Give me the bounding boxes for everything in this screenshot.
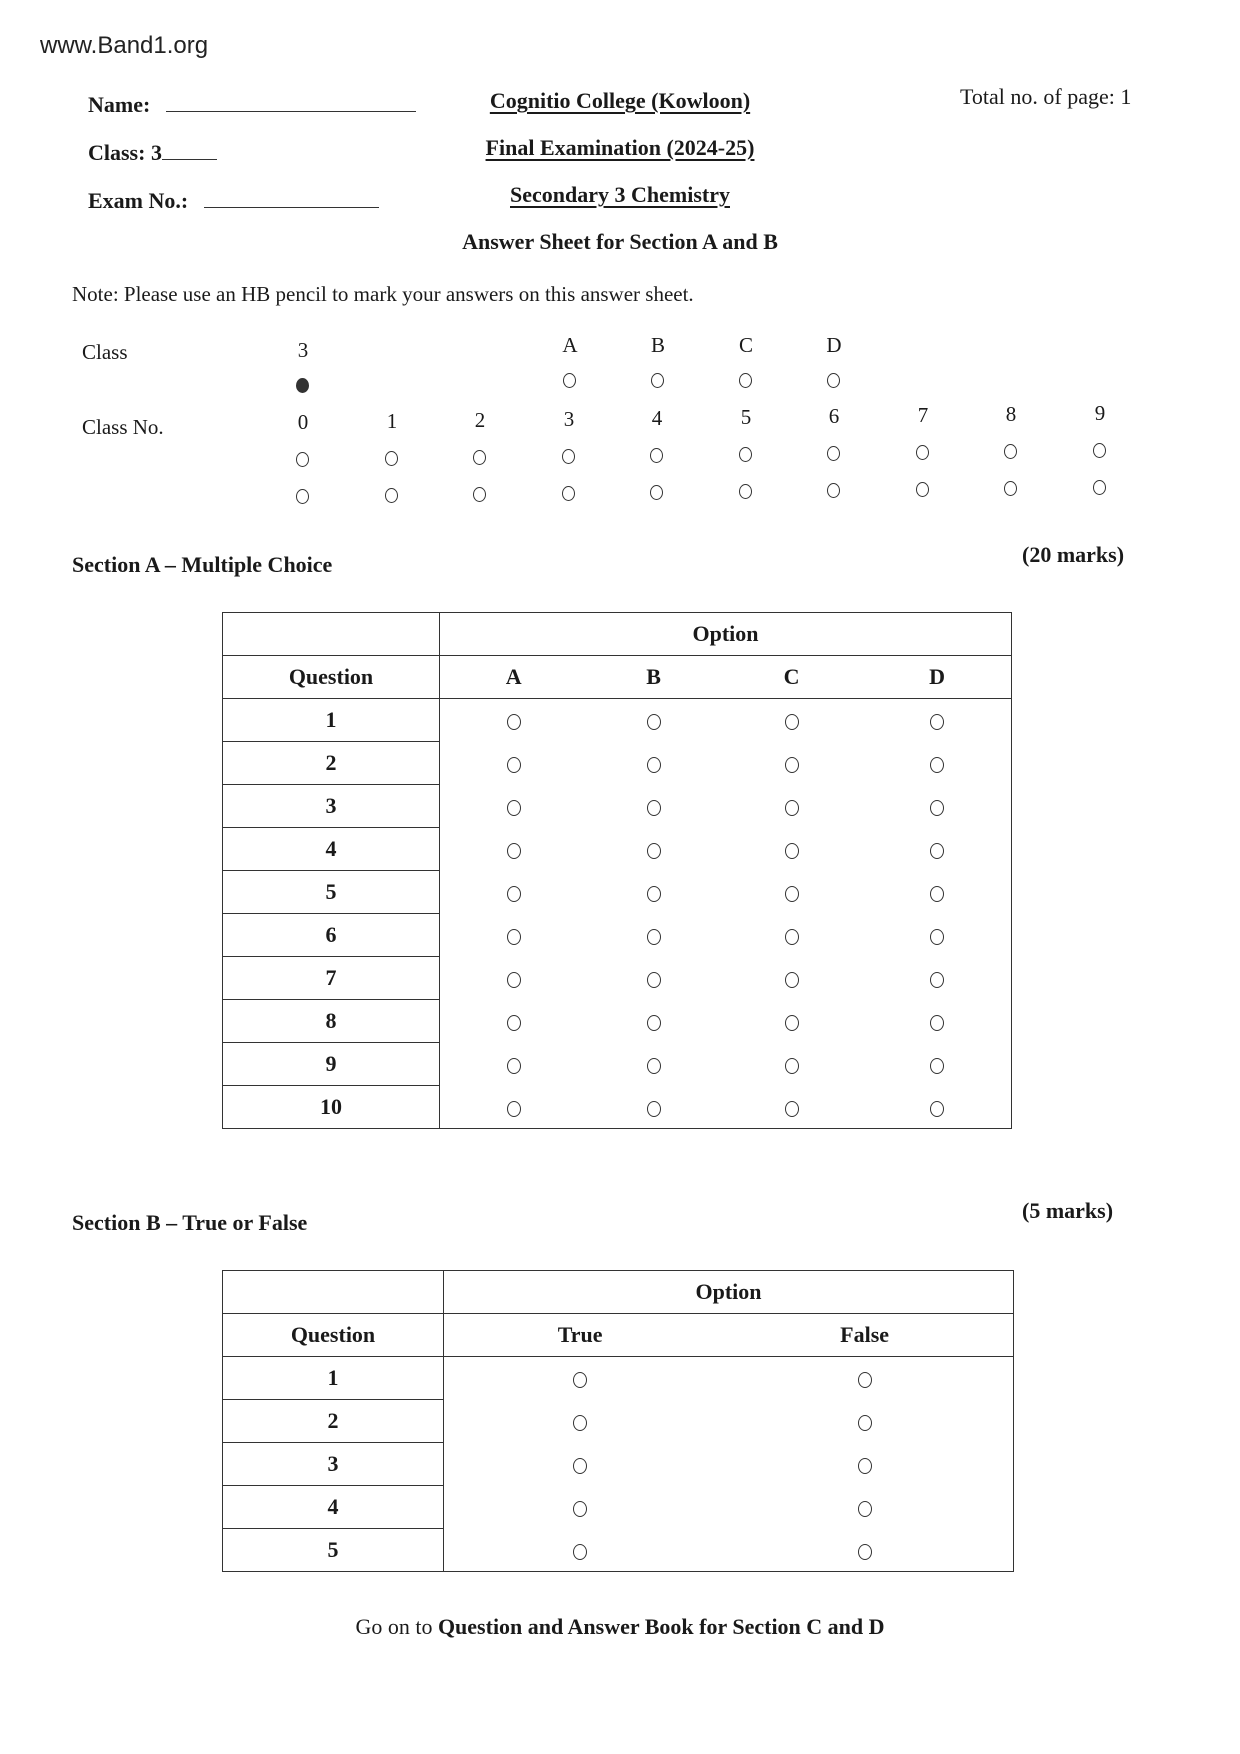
section-b-table xyxy=(222,1270,1014,1572)
answer-cell xyxy=(440,871,588,914)
class-no-bubble-row1-4[interactable] xyxy=(650,448,663,463)
answer-cell xyxy=(863,1000,1011,1043)
header-empty-cell xyxy=(223,1271,444,1314)
question-header: Question xyxy=(223,656,440,699)
answer-cell xyxy=(440,957,588,1000)
exam-title: Final Examination (2024-25) xyxy=(485,135,755,160)
option-header: Option xyxy=(444,1271,1014,1314)
answer-bubble-q4-a[interactable] xyxy=(507,843,521,859)
option-label-d: D xyxy=(863,656,1011,699)
answer-cell xyxy=(863,742,1011,785)
answer-bubble-q2-c[interactable] xyxy=(785,757,799,773)
class-bubble-b[interactable] xyxy=(651,373,664,388)
class-no-bubble-row1-5[interactable] xyxy=(739,447,752,462)
answer-cell xyxy=(716,1443,1013,1486)
section-a-title: Section A – Multiple Choice xyxy=(72,552,333,577)
answer-cell xyxy=(440,914,588,957)
option-label-false: False xyxy=(716,1314,1013,1357)
answer-cell xyxy=(587,1043,720,1086)
answer-cell xyxy=(716,1486,1013,1529)
answer-bubble-q1-false[interactable] xyxy=(858,1372,872,1388)
question-number: 2 xyxy=(223,1400,444,1443)
answer-cell xyxy=(587,957,720,1000)
answer-bubble-q1-b[interactable] xyxy=(647,714,661,730)
table-row xyxy=(223,1443,1014,1486)
answer-bubble-q4-c[interactable] xyxy=(785,843,799,859)
answer-bubble-q7-b[interactable] xyxy=(647,972,661,988)
answer-bubble-q8-c[interactable] xyxy=(785,1015,799,1031)
class-no-bubble-row1-0[interactable] xyxy=(296,452,309,467)
answer-cell xyxy=(720,742,863,785)
class-no-bubble-row1-6[interactable] xyxy=(827,446,840,461)
class-no-label: Class No. xyxy=(82,415,164,439)
question-number: 1 xyxy=(223,1357,444,1400)
answer-bubble-q6-a[interactable] xyxy=(507,929,521,945)
option-label-c: C xyxy=(720,656,863,699)
class-no-bubble-row2-1[interactable] xyxy=(385,488,398,503)
watermark-link[interactable]: www.Band1.org xyxy=(40,32,209,59)
class-no-digit: 6 xyxy=(828,404,840,428)
option-label-b: B xyxy=(587,656,720,699)
answer-cell xyxy=(587,742,720,785)
answer-bubble-q10-d[interactable] xyxy=(930,1101,944,1117)
answer-cell xyxy=(863,914,1011,957)
class-grid-label: Class xyxy=(82,340,128,364)
answer-bubble-q5-b[interactable] xyxy=(647,886,661,902)
answer-bubble-q5-a[interactable] xyxy=(507,886,521,902)
answer-bubble-q4-b[interactable] xyxy=(647,843,661,859)
answer-bubble-q8-b[interactable] xyxy=(647,1015,661,1031)
answer-bubble-q1-d[interactable] xyxy=(930,714,944,730)
header-row-option xyxy=(223,613,1012,656)
answer-bubble-q4-false[interactable] xyxy=(858,1501,872,1517)
answer-bubble-q9-c[interactable] xyxy=(785,1058,799,1074)
answer-bubble-q1-true[interactable] xyxy=(573,1372,587,1388)
note-text: Note: Please use an HB pencil to mark your answers on this answer sheet. xyxy=(72,282,694,306)
answer-cell xyxy=(440,785,588,828)
answer-bubble-q7-a[interactable] xyxy=(507,972,521,988)
class-letter-label: C xyxy=(738,333,753,357)
question-number: 9 xyxy=(223,1043,440,1086)
table-row xyxy=(223,1043,1012,1086)
answer-bubble-q5-c[interactable] xyxy=(785,886,799,902)
table-row xyxy=(223,957,1012,1000)
table-row xyxy=(223,914,1012,957)
answer-cell xyxy=(720,957,863,1000)
answer-cell xyxy=(716,1357,1013,1400)
section-b-marks: (5 marks) xyxy=(1022,1198,1114,1223)
answer-bubble-q3-false[interactable] xyxy=(858,1458,872,1474)
class-no-bubble-row2-2[interactable] xyxy=(473,487,486,502)
answer-cell xyxy=(720,914,863,957)
answer-bubble-q7-d[interactable] xyxy=(930,972,944,988)
answer-cell xyxy=(440,742,588,785)
table-row xyxy=(223,1529,1014,1572)
class-no-digit: 4 xyxy=(651,406,663,430)
class-no-bubble-row2-8[interactable] xyxy=(1004,481,1017,496)
question-number: 4 xyxy=(223,828,440,871)
answer-bubble-q3-true[interactable] xyxy=(573,1458,587,1474)
answer-bubble-q2-true[interactable] xyxy=(573,1415,587,1431)
answer-bubble-q3-a[interactable] xyxy=(507,800,521,816)
section-b-title: Section B – True or False xyxy=(72,1210,308,1235)
table-row xyxy=(223,785,1012,828)
answer-cell xyxy=(720,699,863,742)
answer-cell xyxy=(587,828,720,871)
class-no-bubble-row2-9[interactable] xyxy=(1093,480,1106,495)
answer-bubble-q8-d[interactable] xyxy=(930,1015,944,1031)
answer-bubble-q6-c[interactable] xyxy=(785,929,799,945)
answer-cell xyxy=(720,871,863,914)
answer-cell xyxy=(440,828,588,871)
class-no-bubble-row2-7[interactable] xyxy=(916,482,929,497)
class-no-digit: 9 xyxy=(1094,401,1106,425)
question-number: 4 xyxy=(223,1486,444,1529)
option-header: Option xyxy=(440,613,1012,656)
option-label-true: True xyxy=(444,1314,717,1357)
class-letter-label: B xyxy=(650,333,665,357)
form-bubble-filled[interactable] xyxy=(296,378,309,393)
header-row-option xyxy=(223,1271,1014,1314)
class-letter-label: A xyxy=(562,333,578,357)
answer-bubble-q2-b[interactable] xyxy=(647,757,661,773)
answer-cell xyxy=(440,1000,588,1043)
answer-cell xyxy=(444,1357,717,1400)
answer-bubble-q3-c[interactable] xyxy=(785,800,799,816)
answer-cell xyxy=(863,699,1011,742)
table-row xyxy=(223,828,1012,871)
answer-cell xyxy=(444,1400,717,1443)
question-number: 5 xyxy=(223,1529,444,1572)
class-no-bubble-row2-4[interactable] xyxy=(650,485,663,500)
table-row xyxy=(223,1086,1012,1129)
answer-bubble-q7-c[interactable] xyxy=(785,972,799,988)
answer-cell xyxy=(720,1086,863,1129)
answer-cell xyxy=(863,785,1011,828)
total-pages: Total no. of page: 1 xyxy=(960,84,1132,109)
answer-cell xyxy=(444,1486,717,1529)
answer-cell xyxy=(440,699,588,742)
answer-bubble-q6-d[interactable] xyxy=(930,929,944,945)
subject-title: Secondary 3 Chemistry xyxy=(510,182,730,207)
table-row xyxy=(223,1000,1012,1043)
answer-bubble-q5-false[interactable] xyxy=(858,1544,872,1560)
answer-cell xyxy=(863,871,1011,914)
class-bubble-a[interactable] xyxy=(563,373,576,388)
answer-bubble-q2-d[interactable] xyxy=(930,757,944,773)
answer-cell xyxy=(587,871,720,914)
answer-cell xyxy=(587,699,720,742)
answer-bubble-q10-b[interactable] xyxy=(647,1101,661,1117)
answer-bubble-q10-a[interactable] xyxy=(507,1101,521,1117)
answer-cell xyxy=(587,1086,720,1129)
answer-cell xyxy=(444,1443,717,1486)
section-a-marks: (20 marks) xyxy=(1022,542,1125,567)
question-number: 2 xyxy=(223,742,440,785)
answer-bubble-q10-c[interactable] xyxy=(785,1101,799,1117)
answer-cell xyxy=(444,1529,717,1572)
footer-instruction xyxy=(0,1614,1240,1640)
question-number: 6 xyxy=(223,914,440,957)
answer-bubble-q4-d[interactable] xyxy=(930,843,944,859)
sheet-title: Answer Sheet for Section A and B xyxy=(462,229,778,254)
table-row xyxy=(223,742,1012,785)
answer-cell xyxy=(716,1400,1013,1443)
answer-bubble-q9-d[interactable] xyxy=(930,1058,944,1074)
answer-cell xyxy=(440,1086,588,1129)
class-no-bubble-row2-3[interactable] xyxy=(562,486,575,501)
exam-no-label: Exam No.: xyxy=(88,188,189,213)
answer-bubble-q4-true[interactable] xyxy=(573,1501,587,1517)
class-bubble-c[interactable] xyxy=(739,373,752,388)
class-no-digit: 7 xyxy=(917,403,929,427)
footer-prefix: Go on to xyxy=(355,1614,438,1639)
answer-bubble-q5-d[interactable] xyxy=(930,886,944,902)
header-row-labels xyxy=(223,656,1012,699)
class-no-digit: 5 xyxy=(740,405,752,429)
answer-bubble-q3-b[interactable] xyxy=(647,800,661,816)
answer-bubble-q6-b[interactable] xyxy=(647,929,661,945)
answer-bubble-q5-true[interactable] xyxy=(573,1544,587,1560)
class-no-digit: 2 xyxy=(474,408,486,432)
question-number: 8 xyxy=(223,1000,440,1043)
answer-bubble-q9-a[interactable] xyxy=(507,1058,521,1074)
question-number: 3 xyxy=(223,785,440,828)
answer-cell xyxy=(720,828,863,871)
header-empty-cell xyxy=(223,613,440,656)
class-no-bubble-row1-8[interactable] xyxy=(1004,444,1017,459)
class-no-bubble-row2-0[interactable] xyxy=(296,489,309,504)
form-digit: 3 xyxy=(297,338,309,362)
table-row xyxy=(223,871,1012,914)
class-no-bubble-row1-9[interactable] xyxy=(1093,443,1106,458)
question-number: 7 xyxy=(223,957,440,1000)
class-no-bubble-row2-6[interactable] xyxy=(827,483,840,498)
class-no-bubble-row1-1[interactable] xyxy=(385,451,398,466)
answer-cell xyxy=(587,1000,720,1043)
option-label-a: A xyxy=(440,656,588,699)
class-label: Class: 3 xyxy=(88,140,162,165)
answer-cell xyxy=(720,1043,863,1086)
question-number: 1 xyxy=(223,699,440,742)
class-no-bubble-row1-7[interactable] xyxy=(916,445,929,460)
answer-bubble-q3-d[interactable] xyxy=(930,800,944,816)
class-no-digit: 1 xyxy=(386,409,398,433)
answer-bubble-q2-a[interactable] xyxy=(507,757,521,773)
answer-cell xyxy=(587,785,720,828)
answer-cell xyxy=(720,785,863,828)
class-letter-label: D xyxy=(826,333,842,357)
question-number: 5 xyxy=(223,871,440,914)
class-no-bubble-row2-5[interactable] xyxy=(739,484,752,499)
header-row-labels xyxy=(223,1314,1014,1357)
answer-cell xyxy=(716,1529,1013,1572)
answer-bubble-q1-a[interactable] xyxy=(507,714,521,730)
school-title: Cognitio College (Kowloon) xyxy=(489,88,751,113)
answer-bubble-q2-false[interactable] xyxy=(858,1415,872,1431)
section-a-table xyxy=(222,612,1012,1129)
table-row xyxy=(223,699,1012,742)
table-row xyxy=(223,1486,1014,1529)
class-no-bubble-row1-3[interactable] xyxy=(562,449,575,464)
class-no-digit: 3 xyxy=(563,407,575,431)
table-row xyxy=(223,1400,1014,1443)
table-row xyxy=(223,1357,1014,1400)
answer-cell xyxy=(863,1043,1011,1086)
answer-bubble-q9-b[interactable] xyxy=(647,1058,661,1074)
question-header: Question xyxy=(223,1314,444,1357)
question-number: 3 xyxy=(223,1443,444,1486)
answer-cell xyxy=(720,1000,863,1043)
answer-cell xyxy=(587,914,720,957)
class-no-bubble-row1-2[interactable] xyxy=(473,450,486,465)
answer-bubble-q8-a[interactable] xyxy=(507,1015,521,1031)
class-bubble-d[interactable] xyxy=(827,373,840,388)
question-number: 10 xyxy=(223,1086,440,1129)
answer-cell xyxy=(863,828,1011,871)
answer-cell xyxy=(863,957,1011,1000)
name-label: Name: xyxy=(88,92,151,117)
answer-cell xyxy=(440,1043,588,1086)
answer-bubble-q1-c[interactable] xyxy=(785,714,799,730)
footer-bold: Question and Answer Book for Section C and D xyxy=(437,1614,885,1639)
class-no-digit: 0 xyxy=(297,410,309,434)
answer-cell xyxy=(863,1086,1011,1129)
class-no-digit: 8 xyxy=(1005,402,1017,426)
